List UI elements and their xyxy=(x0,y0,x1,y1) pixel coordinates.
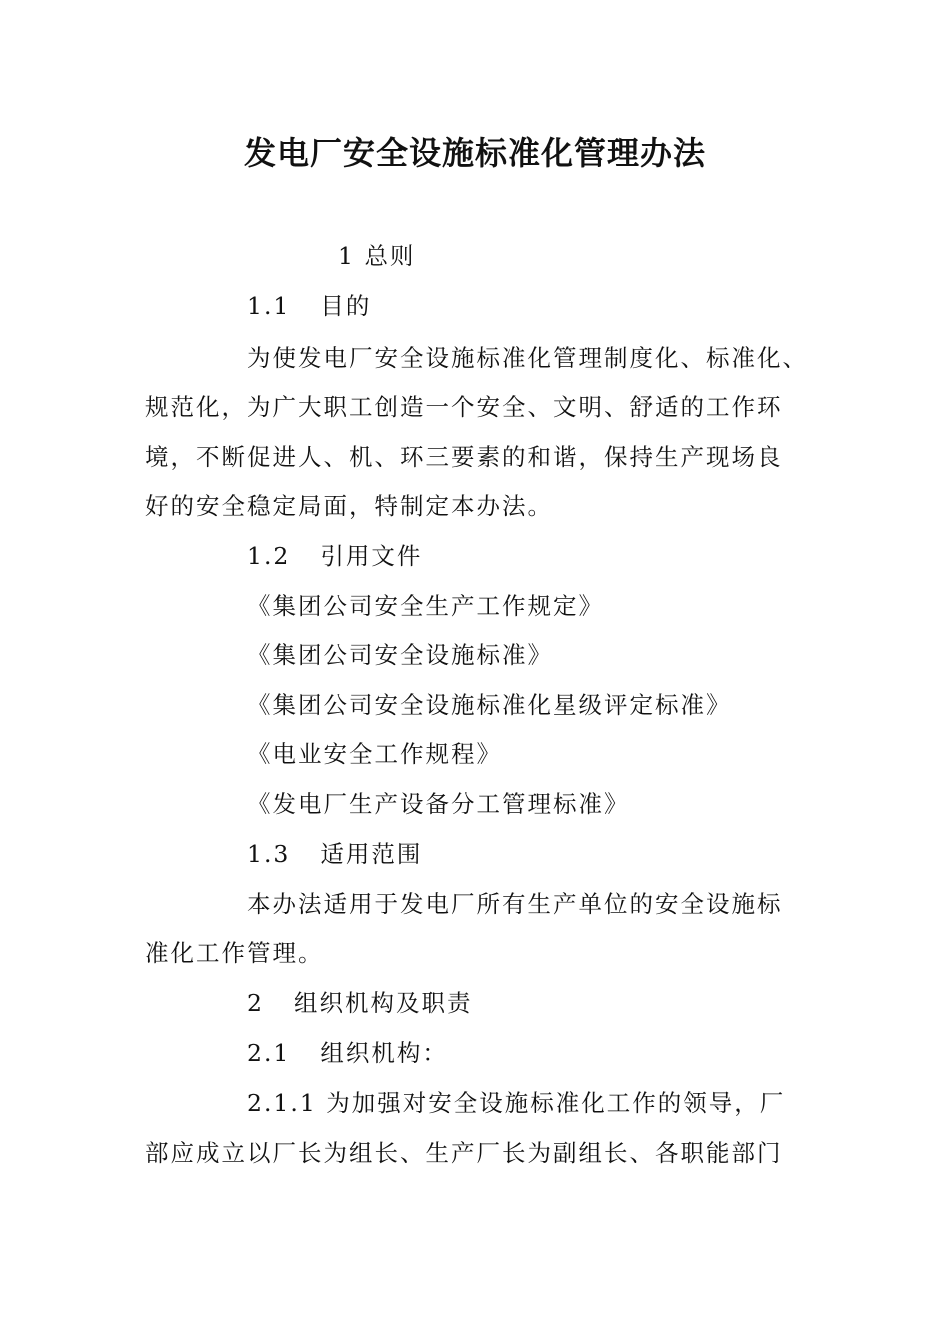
section-1-heading xyxy=(338,236,950,276)
section-number: 2 xyxy=(247,989,264,1017)
document-title: 发电厂安全设施标准化管理办法 xyxy=(243,134,706,172)
subsection-title: 引用文件 xyxy=(320,542,423,570)
subsection-title: 组织机构： xyxy=(320,1039,448,1067)
subsection-1-2-heading xyxy=(247,536,950,576)
section-2-heading xyxy=(247,983,950,1023)
subsection-title: 适用范围 xyxy=(320,840,423,868)
purpose-line-4: 好的安全稳定局面，特制定本办法。 xyxy=(145,492,553,520)
scope-line-1: 本办法适用于发电厂所有生产单位的安全设施标 xyxy=(247,890,783,918)
clause-2-1-1-line-1 xyxy=(247,1083,950,1123)
section-title: 组织机构及职责 xyxy=(293,989,473,1017)
section-number: 1 xyxy=(338,242,355,270)
purpose-line-3: 境，不断促进人、机、环三要素的和谐，保持生产现场良 xyxy=(145,443,783,471)
subsection-1-3-heading xyxy=(247,834,950,874)
reference-item: 《集团公司安全设施标准》 xyxy=(247,641,553,669)
reference-item: 《集团公司安全设施标准化星级评定标准》 xyxy=(247,691,732,719)
section-title: 总则 xyxy=(364,242,416,270)
purpose-line-1: 为使发电厂安全设施标准化管理制度化、标准化、 xyxy=(247,344,808,372)
reference-item: 《电业安全工作规程》 xyxy=(247,740,502,768)
subsection-number: 2.1 xyxy=(247,1039,291,1067)
clause-number: 2.1.1 xyxy=(247,1089,317,1117)
scope-line-2: 准化工作管理。 xyxy=(145,939,324,967)
clause-2-1-1-line-2: 部应成立以厂长为组长、生产厂长为副组长、各职能部门 xyxy=(145,1139,783,1167)
subsection-number: 1.2 xyxy=(247,542,291,570)
subsection-number: 1.3 xyxy=(247,840,291,868)
reference-item: 《发电厂生产设备分工管理标准》 xyxy=(247,790,630,818)
subsection-number: 1.1 xyxy=(247,292,291,320)
clause-text: 为加强对安全设施标准化工作的领导，厂 xyxy=(326,1089,786,1117)
purpose-line-2: 规范化，为广大职工创造一个安全、文明、舒适的工作环 xyxy=(145,393,783,421)
reference-item: 《集团公司安全生产工作规定》 xyxy=(247,592,604,620)
subsection-1-1-heading xyxy=(247,286,950,326)
subsection-title: 目的 xyxy=(320,292,372,320)
subsection-2-1-heading xyxy=(247,1033,950,1073)
